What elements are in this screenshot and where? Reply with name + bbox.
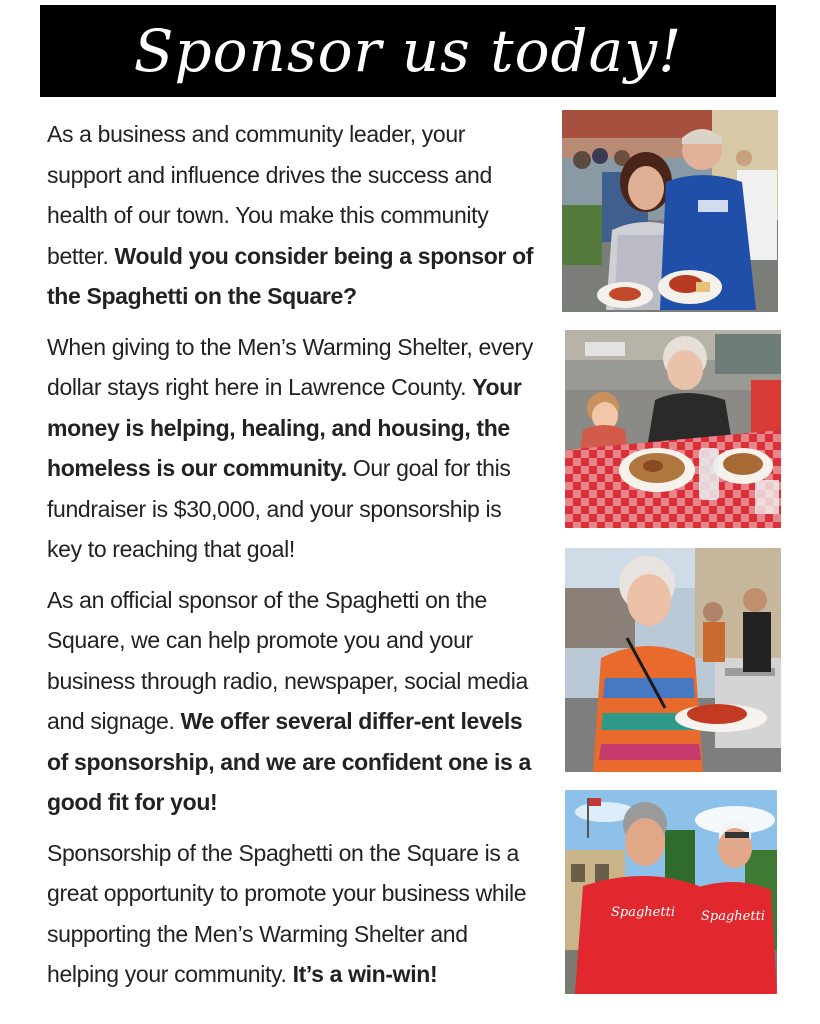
paragraph-2-after: Our goal for this fundraiser is $30,000, and your sponsorship is key to reaching that goal!: [47, 455, 511, 562]
paragraph-1: [47, 114, 537, 317]
body-text: [47, 114, 537, 1005]
shirt-logo-right: Spaghetti: [701, 909, 765, 924]
paragraph-2: [47, 327, 537, 570]
shirt-logo-left: Spaghetti: [611, 905, 675, 920]
paragraph-4-text: Sponsorship of the Spaghetti on the Square is a great opportunity to promote your business while supporting the Men’s Warming Shelter and helping your community.: [47, 839, 527, 987]
photo-couple-with-plates: [562, 110, 778, 312]
photo-table-meal: [565, 330, 781, 528]
photo-two-men-red-shirts: [565, 790, 777, 994]
paragraph-2-bold: Your money is helping, healing, and housing, the homeless is our community.: [47, 374, 522, 481]
paragraph-4: [47, 833, 537, 995]
paragraph-2-text: When giving to the Men’s Warming Shelter, every dollar stays right here in Lawrence County.: [47, 333, 533, 400]
paragraph-3-text: As an official sponsor of the Spaghetti on the Square, we can help promote you and your business through radio, newspaper, social media and signage.: [47, 586, 528, 734]
paragraph-1-bold: Would you consider being a sponsor of the Spaghetti on the Square?: [47, 242, 534, 309]
photo-woman-with-plate: [565, 548, 781, 772]
title-banner: [40, 5, 776, 97]
banner-title: Sponsor us today!: [133, 17, 683, 85]
paragraph-1-text: As a business and community leader, your support and influence drives the success and health of our town. You make this community better.: [47, 121, 492, 269]
paragraph-4-bold: It’s a win-win!: [292, 961, 438, 987]
paragraph-3: [47, 580, 537, 823]
paragraph-3-bold: We offer several differ-ent levels of sponsorship, and we are confident one is a good fit for you!: [47, 708, 531, 815]
